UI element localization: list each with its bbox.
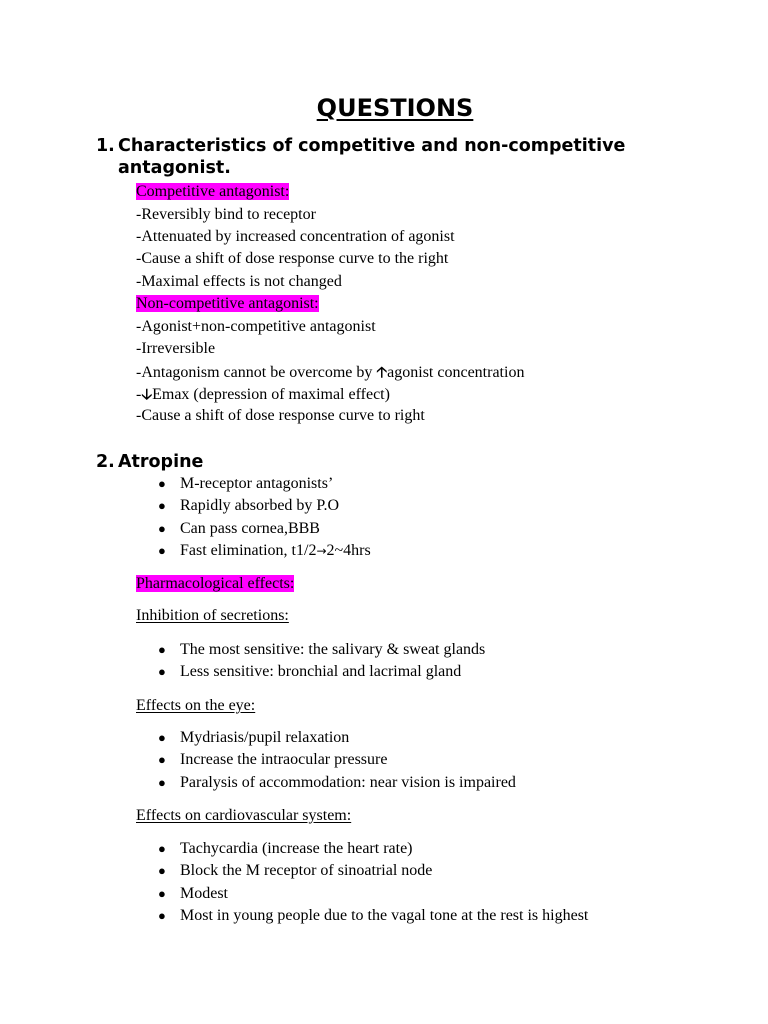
- eye-subheading: Effects on the eye:: [136, 697, 256, 714]
- list-item-text: Block the M receptor of sinoatrial node: [180, 862, 433, 879]
- list-item: -Agonist+non-competitive antagonist: [136, 318, 376, 335]
- list-item: -Maximal effects is not changed: [136, 273, 342, 290]
- list-item-text: Increase the intraocular pressure: [180, 751, 388, 768]
- list-item: [136, 361, 524, 383]
- right-arrow-icon: →: [316, 544, 327, 558]
- question-1-title: [118, 135, 678, 179]
- elimination-text-after: 2~4hrs: [326, 542, 371, 559]
- bullet-icon: ●: [158, 886, 166, 901]
- elimination-text-before: Fast elimination, t1/2: [180, 542, 317, 559]
- emax-text-after: Emax (depression of maximal effect): [152, 386, 390, 403]
- bullet-icon: ●: [158, 863, 166, 878]
- bullet-icon: ●: [158, 476, 166, 491]
- bullet-icon: ●: [158, 752, 166, 767]
- overcome-text-after: agonist concentration: [387, 364, 525, 381]
- list-item: [136, 383, 390, 405]
- question-2-title: Atropine: [118, 452, 204, 472]
- competitive-antagonist-label: Competitive antagonist:: [136, 183, 290, 200]
- page-title: QUESTIONS: [316, 94, 474, 122]
- bullet-icon: ●: [158, 543, 166, 558]
- list-item: -Reversibly bind to receptor: [136, 206, 316, 223]
- list-item-text: Paralysis of accommodation: near vision is impaired: [180, 774, 516, 791]
- question-1-title-line2: antagonist.: [118, 158, 231, 178]
- pharm-label-line: [136, 573, 294, 595]
- down-arrow-icon: 🡣: [141, 385, 153, 403]
- list-item-text: M-receptor antagonists’: [180, 475, 334, 492]
- list-item-text: Most in young people due to the vagal tone at the rest is highest: [180, 907, 589, 924]
- list-item-text: Modest: [180, 885, 228, 902]
- bullet-icon: ●: [158, 908, 166, 923]
- list-item-text: [180, 540, 371, 562]
- list-item: -Irreversible: [136, 340, 216, 357]
- bullet-icon: ●: [158, 642, 166, 657]
- noncompetitive-label-line: [136, 293, 319, 315]
- overcome-text-before: -Antagonism cannot be overcome by: [136, 364, 377, 381]
- competitive-label-line: [136, 181, 289, 203]
- cardio-subheading: Effects on cardiovascular system:: [136, 807, 352, 824]
- up-arrow-icon: 🡡: [376, 363, 388, 381]
- bullet-icon: ●: [158, 730, 166, 745]
- list-item-text: Rapidly absorbed by P.O: [180, 497, 340, 514]
- bullet-icon: ●: [158, 775, 166, 790]
- emax-text-before: -: [136, 386, 142, 403]
- question-1-title-line1: Characteristics of competitive and non-competitive: [118, 136, 626, 156]
- list-item-text: Mydriasis/pupil relaxation: [180, 729, 350, 746]
- pharmacological-effects-label: Pharmacological effects:: [136, 575, 295, 592]
- secretions-subheading: Inhibition of secretions:: [136, 607, 289, 624]
- bullet-icon: ●: [158, 498, 166, 513]
- bullet-icon: ●: [158, 521, 166, 536]
- question-number: 1.: [96, 136, 115, 156]
- question-number: 2.: [96, 452, 115, 472]
- bullet-icon: ●: [158, 664, 166, 679]
- list-item-text: The most sensitive: the salivary & sweat glands: [180, 641, 486, 658]
- bullet-icon: ●: [158, 841, 166, 856]
- list-item: -Cause a shift of dose response curve to right: [136, 407, 425, 424]
- list-item: -Cause a shift of dose response curve to the right: [136, 250, 449, 267]
- list-item-text: Can pass cornea,BBB: [180, 520, 320, 537]
- list-item-text: Tachycardia (increase the heart rate): [180, 840, 413, 857]
- list-item: -Attenuated by increased concentration of agonist: [136, 228, 455, 245]
- noncompetitive-antagonist-label: Non-competitive antagonist:: [136, 295, 319, 312]
- list-item-text: Less sensitive: bronchial and lacrimal gland: [180, 663, 462, 680]
